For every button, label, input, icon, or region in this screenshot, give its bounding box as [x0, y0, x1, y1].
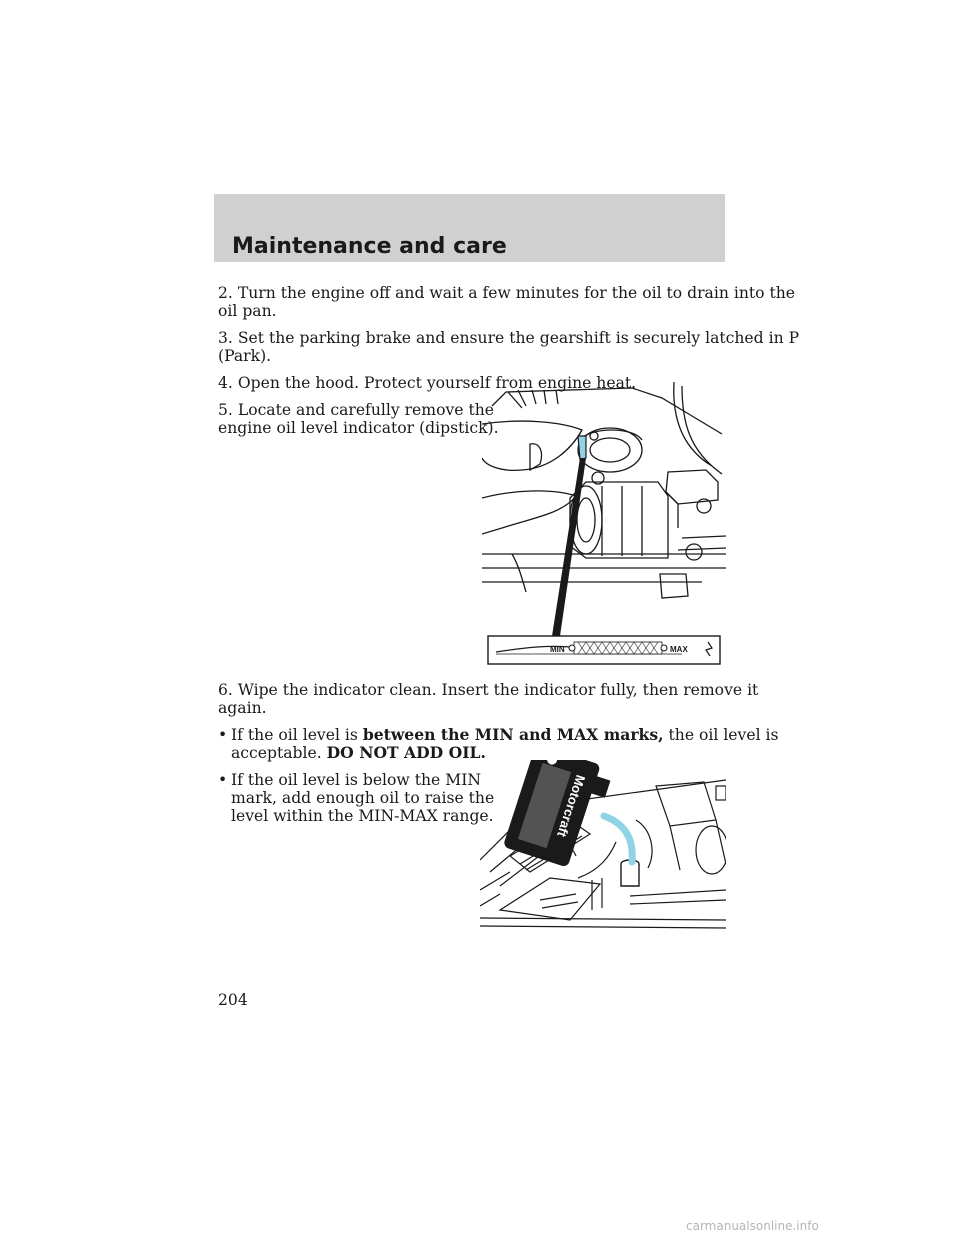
step-3-line-2: (Park).	[218, 347, 272, 365]
bullet-mark: •	[218, 771, 228, 789]
footer-watermark: carmanualsonline.info	[686, 1219, 819, 1233]
section-title: Maintenance and care	[232, 234, 507, 259]
step-2-line-1: 2. Turn the engine off and wait a few minutes for the oil to drain into the	[218, 284, 796, 302]
step-2-line-2: oil pan.	[218, 302, 277, 320]
step-4-line-1: 4. Open the hood. Protect yourself from engine heat.	[218, 374, 637, 392]
bullet-1-tail: the oil level is	[663, 726, 779, 744]
bullet-mark: •	[218, 726, 228, 744]
bullet-2-line-3: level within the MIN-MAX range.	[231, 807, 494, 825]
page-number: 204	[218, 991, 248, 1009]
oil-fill-illustration	[480, 760, 726, 930]
bullet-1-line2-bold: DO NOT ADD OIL.	[326, 743, 486, 762]
dipstick-max-label: MAX	[670, 645, 688, 654]
step-6-line-1: 6. Wipe the indicator clean. Insert the indicator fully, then remove it	[218, 681, 759, 699]
step-5-line-1: 5. Locate and carefully remove the	[218, 401, 494, 419]
bullet-2-line-2: mark, add enough oil to raise the	[231, 789, 495, 807]
bottle-brand-label: Motorcraft	[554, 773, 589, 839]
bullet-2-line-1: If the oil level is below the MIN	[231, 771, 482, 789]
bullet-oil-level-ok	[218, 725, 779, 762]
step-6-line-2: again.	[218, 699, 267, 717]
bullet-1-lead: If the oil level is	[231, 726, 363, 744]
bullet-oil-level-low	[218, 771, 495, 825]
bullet-1-bold: between the MIN and MAX marks,	[362, 725, 664, 744]
bullet-1-line2-prefix: acceptable.	[231, 744, 327, 762]
step-3-line-1: 3. Set the parking brake and ensure the gearshift is securely latched in P	[218, 329, 800, 347]
dipstick-illustration	[482, 378, 726, 668]
step-5-line-2: engine oil level indicator (dipstick).	[218, 419, 499, 437]
dipstick-min-label: MIN	[550, 645, 565, 654]
